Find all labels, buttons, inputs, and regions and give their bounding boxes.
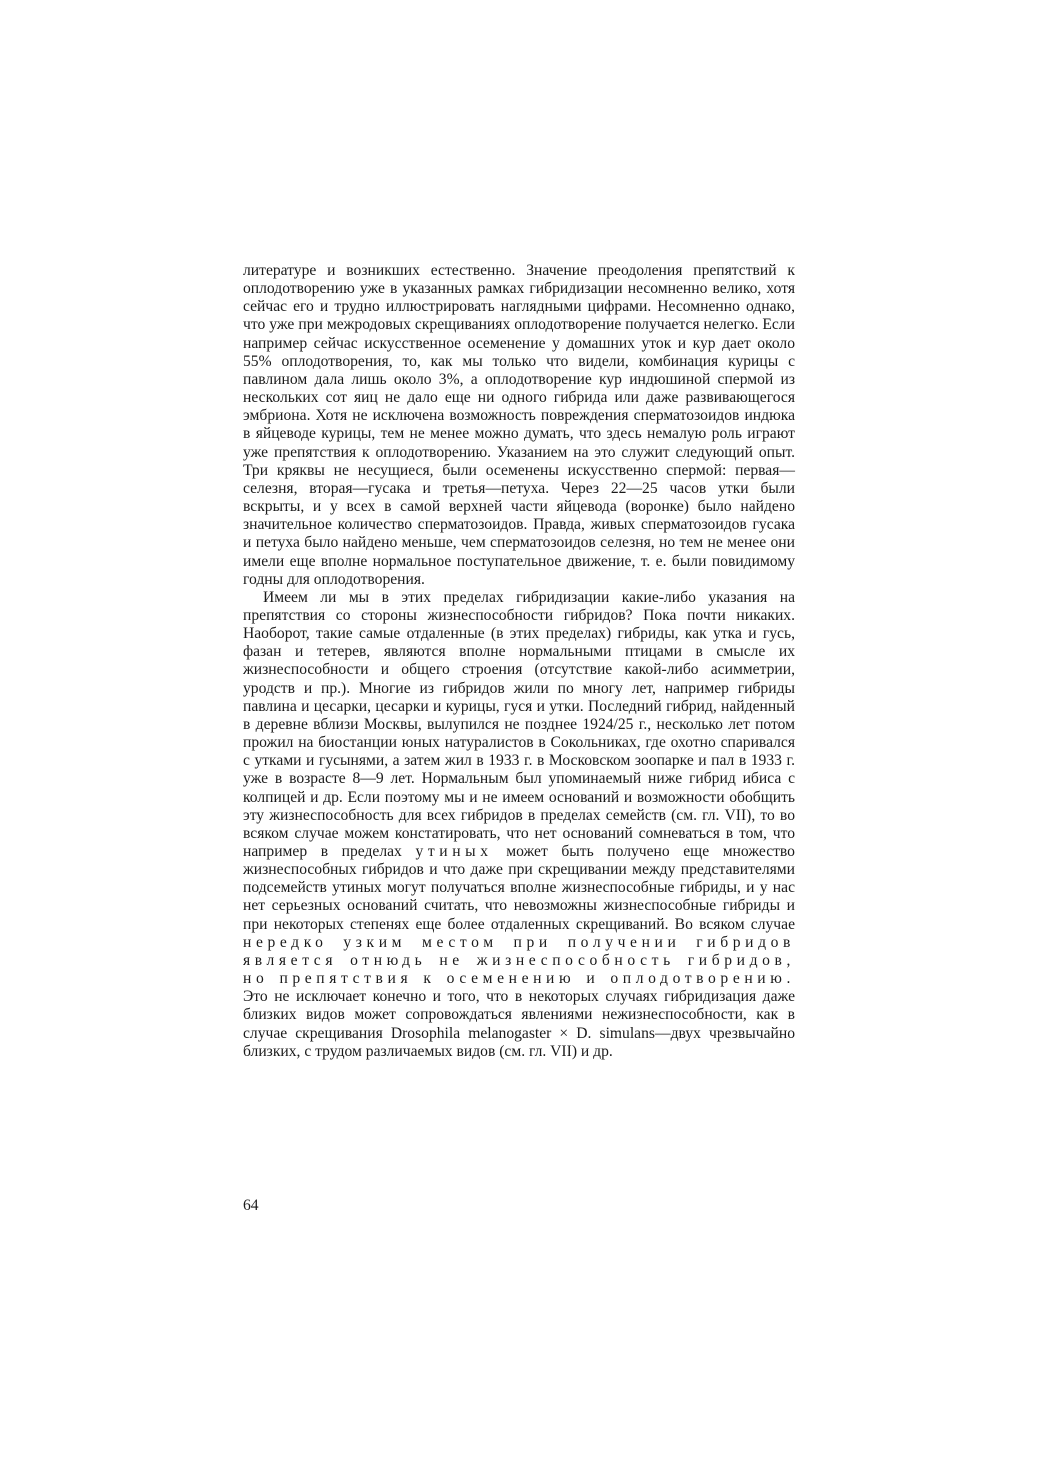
paragraph-2-text-middle: может быть получено еще множество жизнеспособных гибридов и что даже при скрещивании между представителями подсемейств утиных могут получаться вполне жизнеспособные гибриды, и у нас нет серьезных оснований считать, что невозможны жизнеспособные гибриды и при некоторых степенях еще более отдаленных скрещиваний. Во всяком случае: [243, 843, 795, 933]
spaced-emphasis-1: утиных: [415, 843, 493, 860]
paragraph-2-text-after: Это не исключает конечно и того, что в некоторых случаях гибридизация даже близких видов может сопровождаться явлениями нежизнеспособности, как в случае скрещивания Drosophila melanogaster × D. simulans—двух чрезвычайно близких, с трудом различаемых видов (см. гл. VII) и др.: [243, 988, 795, 1060]
paragraph-1-text: литературе и возникших естественно. Значение преодоления препятствий к оплодотворению уже в указанных рамках гибридизации несомненно велико, хотя сейчас его и трудно иллюстрировать наглядными цифрами. Несомненно однако, что уже при межродовых скрещиваниях оплодотворение получается нелегко. Если например сейчас искусственное осеменение у домашних уток и кур дает около 55% оплодотворения, то, как мы только что видели, комбинация курицы с павлином дала лишь около 3%, а оплодотворение кур индюшиной спермой из нескольких сот яиц не дало еще ни одного гибрида или даже развивающегося эмбриона. Хотя не исключена возможность повреждения сперматозоидов индюка в яйцеводе курицы, тем не менее можно думать, что здесь немалую роль играют уже препятствия к оплодотворению. Указанием на это служит следующий опыт. Три кряквы не несущиеся, были осеменены искусственно спермой: первая—селезня, вторая—гусака и третья—петуха. Через 22—25 часов утки были вскрыты, и у всех в самой верхней части яйцевода (воронке) было найдено значительное количество сперматозоидов. Правда, живых сперматозоидов гусака и петуха было найдено меньше, чем сперматозоидов селезня, но тем не менее они имели еще вполне нормальное поступательное движение, т. е. были повидимому годны для оплодотворения.: [243, 262, 795, 588]
paragraph-2-text-before: Имеем ли мы в этих пределах гибридизации какие-либо указания на препятствия со стороны жизнеспособности гибридов? Пока почти никаких. Наоборот, такие самые отдаленные (в этих пределах) гибриды, как утка и гусь, фазан и тетерев, являются вполне нормальными птицами в смысле их жизнеспособности и общего строения (отсутствие какой-либо асимметрии, уродств и пр.). Многие из гибридов жили по многу лет, например гибриды павлина и цесарки, цесарки и курицы, гуся и утки. Последний гибрид, найденный в деревне вблизи Москвы, вылупился не позднее 1924/25 г., несколько лет потом прожил на биостанции юных натуралистов в Сокольниках, где охотно спаривался с утками и гусынями, а затем жил в 1933 г. в Московском зоопарке и пал в 1933 г. уже в возрасте 8—9 лет. Нормальным был упоминаемый ниже гибрид ибиса с колпицей и др. Если поэтому мы и не имеем оснований и возможности обобщить эту жизнеспособность для всех гибридов в пределах семейств (см. гл. VII), то во всяком случае можем констатировать, что нет оснований сомневаться в том, что например в пределах: [243, 588, 795, 860]
body-text: [243, 262, 795, 1061]
paragraph-2: [243, 589, 795, 1061]
page-number: 64: [243, 1197, 259, 1214]
spaced-emphasis-2: нередко узким местом при получении гибридов является отнюдь не жизнеспособность гибридов, но препятствия к осеменению и оплодотворению.: [243, 933, 795, 988]
paragraph-1: [243, 262, 795, 589]
